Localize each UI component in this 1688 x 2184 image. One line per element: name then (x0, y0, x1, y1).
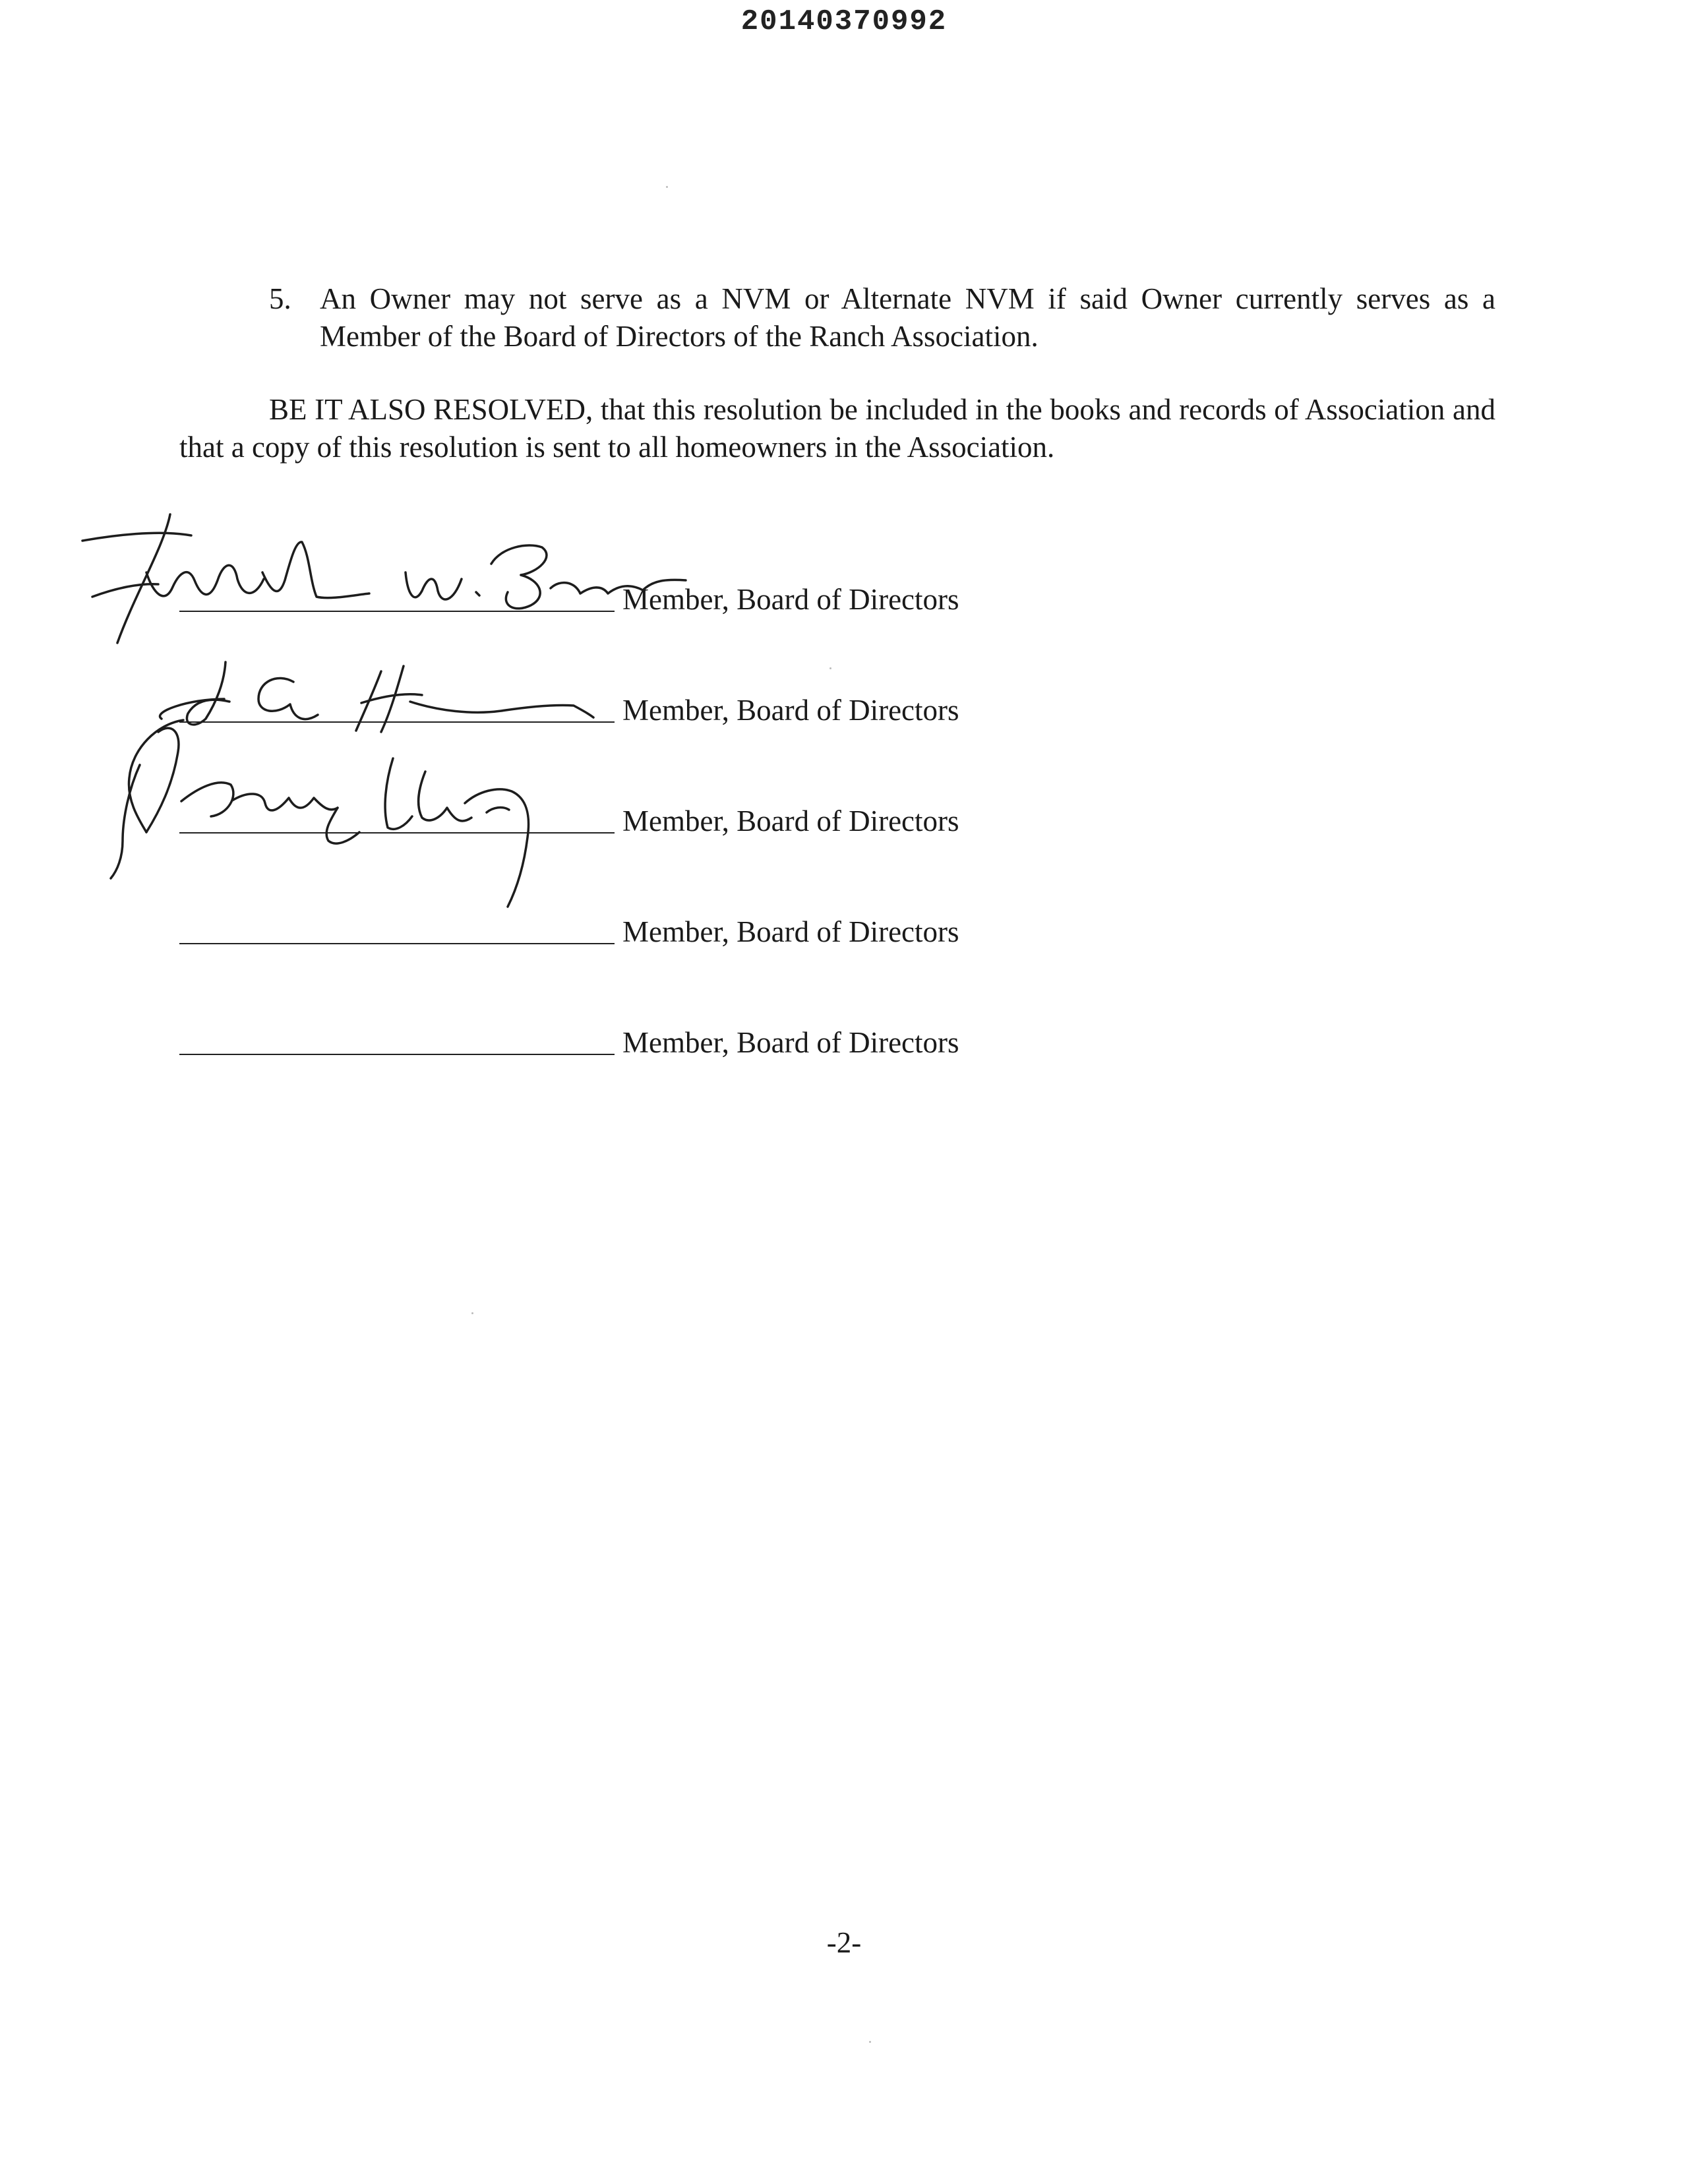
page-number: -2- (826, 1926, 862, 1959)
scan-speck (829, 667, 831, 669)
signature-line (179, 721, 615, 723)
signature-row-5 (179, 1022, 1037, 1062)
signature-row-4 (179, 911, 1037, 951)
signature-line (179, 943, 615, 944)
signature-row-2 (179, 690, 1037, 729)
item-text: An Owner may not serve as a NVM or Alternate NVM if said Owner currently serves as a Member of the Board of Directors of the Ranch Association. (320, 282, 1495, 353)
scan-speck (869, 2041, 871, 2043)
scan-speck (666, 186, 668, 188)
signature-label: Member, Board of Directors (622, 694, 959, 727)
scan-speck (471, 1312, 473, 1314)
signature-label: Member, Board of Directors (622, 915, 959, 948)
signature-line (179, 1054, 615, 1055)
item-number: 5. (269, 282, 291, 315)
signature-label: Member, Board of Directors (622, 583, 959, 616)
resolution-item-5 (269, 280, 1495, 355)
signature-label: Member, Board of Directors (622, 804, 959, 837)
signature-row-3 (179, 801, 1037, 840)
recording-number: 20140370992 (740, 5, 948, 38)
signature-row-1 (179, 579, 1037, 619)
resolved-paragraph: BE IT ALSO RESOLVED, that this resolution be included in the books and records of Association and that a copy of this resolution is sent to all homeowners in the Association. (179, 393, 1495, 464)
signature-label: Member, Board of Directors (622, 1026, 959, 1059)
signature-line (179, 611, 615, 612)
signature-line (179, 832, 615, 834)
